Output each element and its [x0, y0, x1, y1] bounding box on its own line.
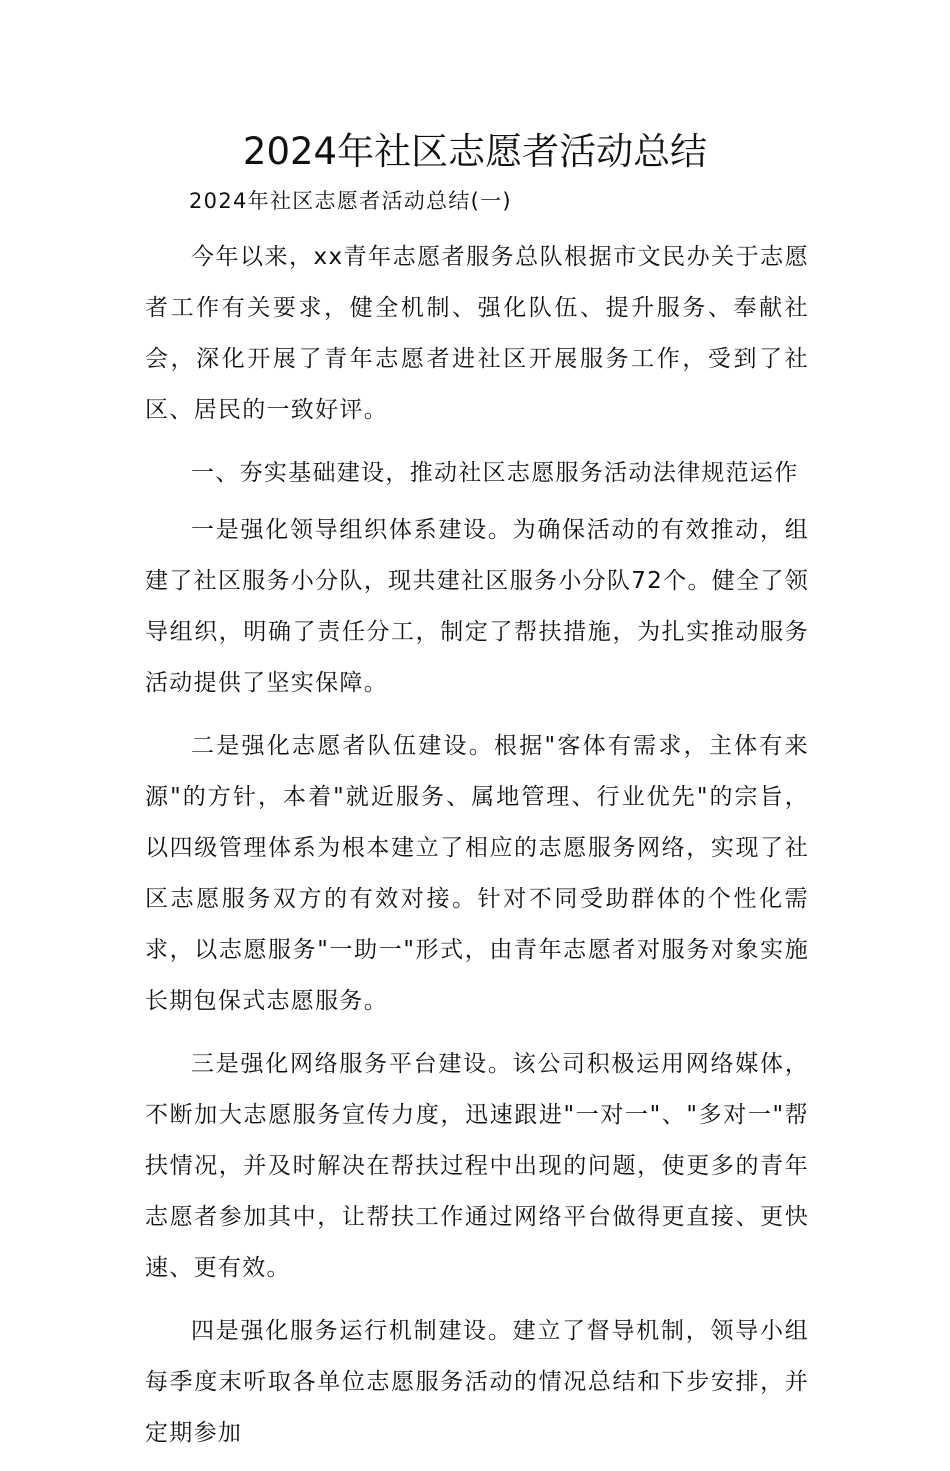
paragraph-point-three: 三是强化网络服务平台建设。该公司积极运用网络媒体，不断加大志愿服务宣传力度，迅速跟进"一对一"、"多对一"帮扶情况，并及时解决在帮扶过程中出现的问题，使更多的青年志愿者参加其中，让帮扶工作通过网络平台做得更直接、更快速、更有效。: [145, 1051, 809, 1281]
paragraph-intro: 今年以来，xx青年志愿者服务总队根据市文民办关于志愿者工作有关要求，健全机制、强化队伍、提升服务、奉献社会，深化开展了青年志愿者进社区开展服务工作，受到了社区、居民的一致好评。: [145, 244, 809, 423]
paragraph-point-one: 一是强化领导组织体系建设。为确保活动的有效推动，组建了社区服务小分队，现共建社区服务小分队72个。健全了领导组织，明确了责任分工，制定了帮扶措施，为扎实推动服务活动提供了坚实保障。: [145, 517, 809, 696]
document-title: 2024年社区志愿者活动总结: [242, 130, 708, 173]
paragraph-point-two: 二是强化志愿者队伍建设。根据"客体有需求，主体有来源"的方针，本着"就近服务、属地管理、行业优先"的宗旨，以四级管理体系为根本建立了相应的志愿服务网络，实现了社区志愿服务双方的有效对接。针对不同受助群体的个性化需求，以志愿服务"一助一"形式，由青年志愿者对服务对象实施长期包保式志愿服务。: [145, 733, 809, 1014]
document-subtitle: 2024年社区志愿者活动总结(一): [189, 189, 512, 213]
document-body: [145, 232, 809, 1471]
paragraph-point-four: 四是强化服务运行机制建设。建立了督导机制，领导小组每季度末听取各单位志愿服务活动的情况总结和下步安排，并定期参加: [145, 1318, 809, 1446]
section-heading: 一、夯实基础建设，推动社区志愿服务活动法律规范运作: [191, 460, 799, 486]
